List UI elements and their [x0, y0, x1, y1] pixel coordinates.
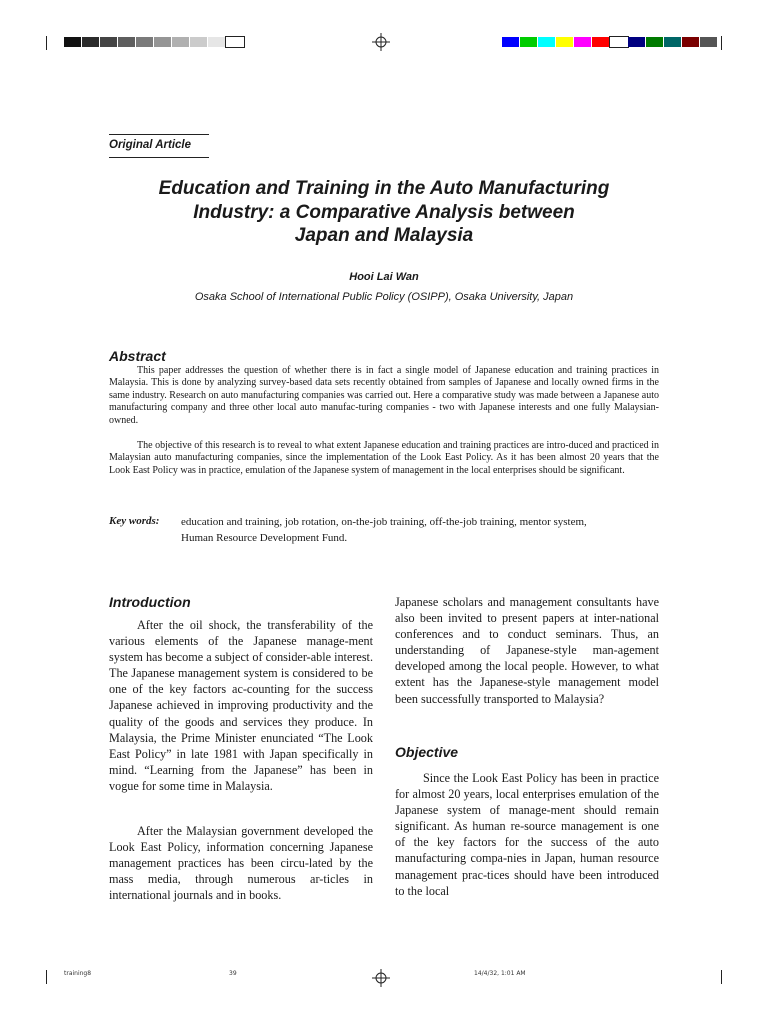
crop-mark-top-left	[46, 36, 47, 50]
crop-mark-bottom-right	[721, 970, 722, 984]
gray-swatch	[226, 37, 244, 47]
keywords-line: education and training, job rotation, on-the-job training, off-the-job training, mentor system,	[181, 516, 587, 528]
introduction-heading: Introduction	[109, 594, 191, 610]
color-swatch	[520, 37, 538, 47]
gray-swatch	[64, 37, 82, 47]
introduction-continuation: Japanese scholars and management consultants have also been invited to present papers at inter-national conferences and to conduct seminars. Thus, an understanding of Japanese-style man-agement developed among the local people. However, to what extent has the Japanese-style management model been successfully transported to Malaysia?	[395, 595, 659, 706]
color-calibration-bar	[502, 37, 718, 47]
registration-mark-top-icon	[372, 33, 390, 51]
slug-timestamp: 14/4/32, 1:01 AM	[474, 970, 526, 977]
section-rule-bottom	[109, 157, 209, 158]
color-swatch	[574, 37, 592, 47]
abstract-heading: Abstract	[109, 348, 166, 364]
color-swatch	[538, 37, 556, 47]
slug-page-number: 39	[229, 970, 237, 977]
keywords-label: Key words:	[109, 515, 160, 527]
keywords-list	[181, 514, 661, 546]
color-swatch	[682, 37, 700, 47]
gray-swatch	[208, 37, 226, 47]
keywords-line: Human Resource Development Fund.	[181, 532, 348, 544]
gray-swatch	[190, 37, 208, 47]
gray-swatch	[136, 37, 154, 47]
gray-swatch	[172, 37, 190, 47]
author-name: Hooi Lai Wan	[349, 271, 419, 283]
title-line: Education and Training in the Auto Manufacturing	[158, 178, 610, 199]
color-swatch	[610, 37, 628, 47]
crop-mark-bottom-left	[46, 970, 47, 984]
author-affiliation: Osaka School of International Public Policy (OSIPP), Osaka University, Japan	[194, 291, 574, 303]
color-swatch	[700, 37, 718, 47]
gray-swatch	[82, 37, 100, 47]
title-line: Industry: a Comparative Analysis between	[193, 201, 575, 223]
abstract-paragraph: This paper addresses the question of whether there is in fact a single model of Japanese education and training practices in Malaysia. This is done by analyzing survey-based data sets recently obtained from samples of Japanese and locally owned firms in the same industry. Research on auto manufacturing companies was carried out. Here a comparative study was made between a Japanese auto manufacturing company and three other local auto manufac-turing companies - two with Japanese interests and one fully Malaysian-owned.	[109, 365, 659, 426]
introduction-paragraph: After the oil shock, the transferability of the various elements of the Japanese manage-ment system has become a subject of consider-able interest. The Japanese management system is considered to be one of the key factors ac-counting for the success Japanese achieved in improving productivity and the quality of the goods and services they produce. In Malaysia, the Prime Minister enunciated “The Look East Policy” in late 1981 with Japan specifically in mind. “Learning from the Japanese” has been in vogue for some time in Malaysia.	[109, 618, 373, 793]
color-swatch	[664, 37, 682, 47]
grayscale-calibration-bar	[64, 37, 244, 47]
gray-swatch	[118, 37, 136, 47]
introduction-paragraph: After the Malaysian government developed the Look East Policy, information concerning Japanese management practices has been circu-lated by the mass media, through numerous ar-ticles in international journals and in books.	[109, 824, 373, 903]
objective-paragraph: Since the Look East Policy has been in practice for almost 20 years, local enterprises emulation of the Japanese system of manage-ment should remain significant. As human re-source management is one of the key factors for the success of the auto manufacturing compa-nies in Japan, human resource management prac-tices should have been introduced to the local	[395, 771, 659, 898]
article-title	[100, 177, 668, 248]
section-label: Original Article	[109, 139, 192, 151]
slug-filename: training8	[64, 970, 92, 977]
section-rule-top	[109, 134, 209, 135]
crop-mark-top-right	[721, 36, 722, 50]
registration-mark-bottom-icon	[372, 969, 390, 987]
objective-heading: Objective	[395, 744, 459, 760]
color-swatch	[592, 37, 610, 47]
color-swatch	[628, 37, 646, 47]
title-line: Japan and Malaysia	[294, 225, 474, 246]
abstract-paragraph: The objective of this research is to reveal to what extent Japanese education and training practices are intro-duced and practiced in Malaysian auto manufacturing companies, since the implementation of the Look East Policy. As it has been almost 20 years that the Look East Policy was in practice, emulation of the Japanese system of management in the local enterprises should be significant.	[109, 440, 659, 476]
color-swatch	[502, 37, 520, 47]
color-swatch	[646, 37, 664, 47]
color-swatch	[556, 37, 574, 47]
gray-swatch	[154, 37, 172, 47]
gray-swatch	[100, 37, 118, 47]
